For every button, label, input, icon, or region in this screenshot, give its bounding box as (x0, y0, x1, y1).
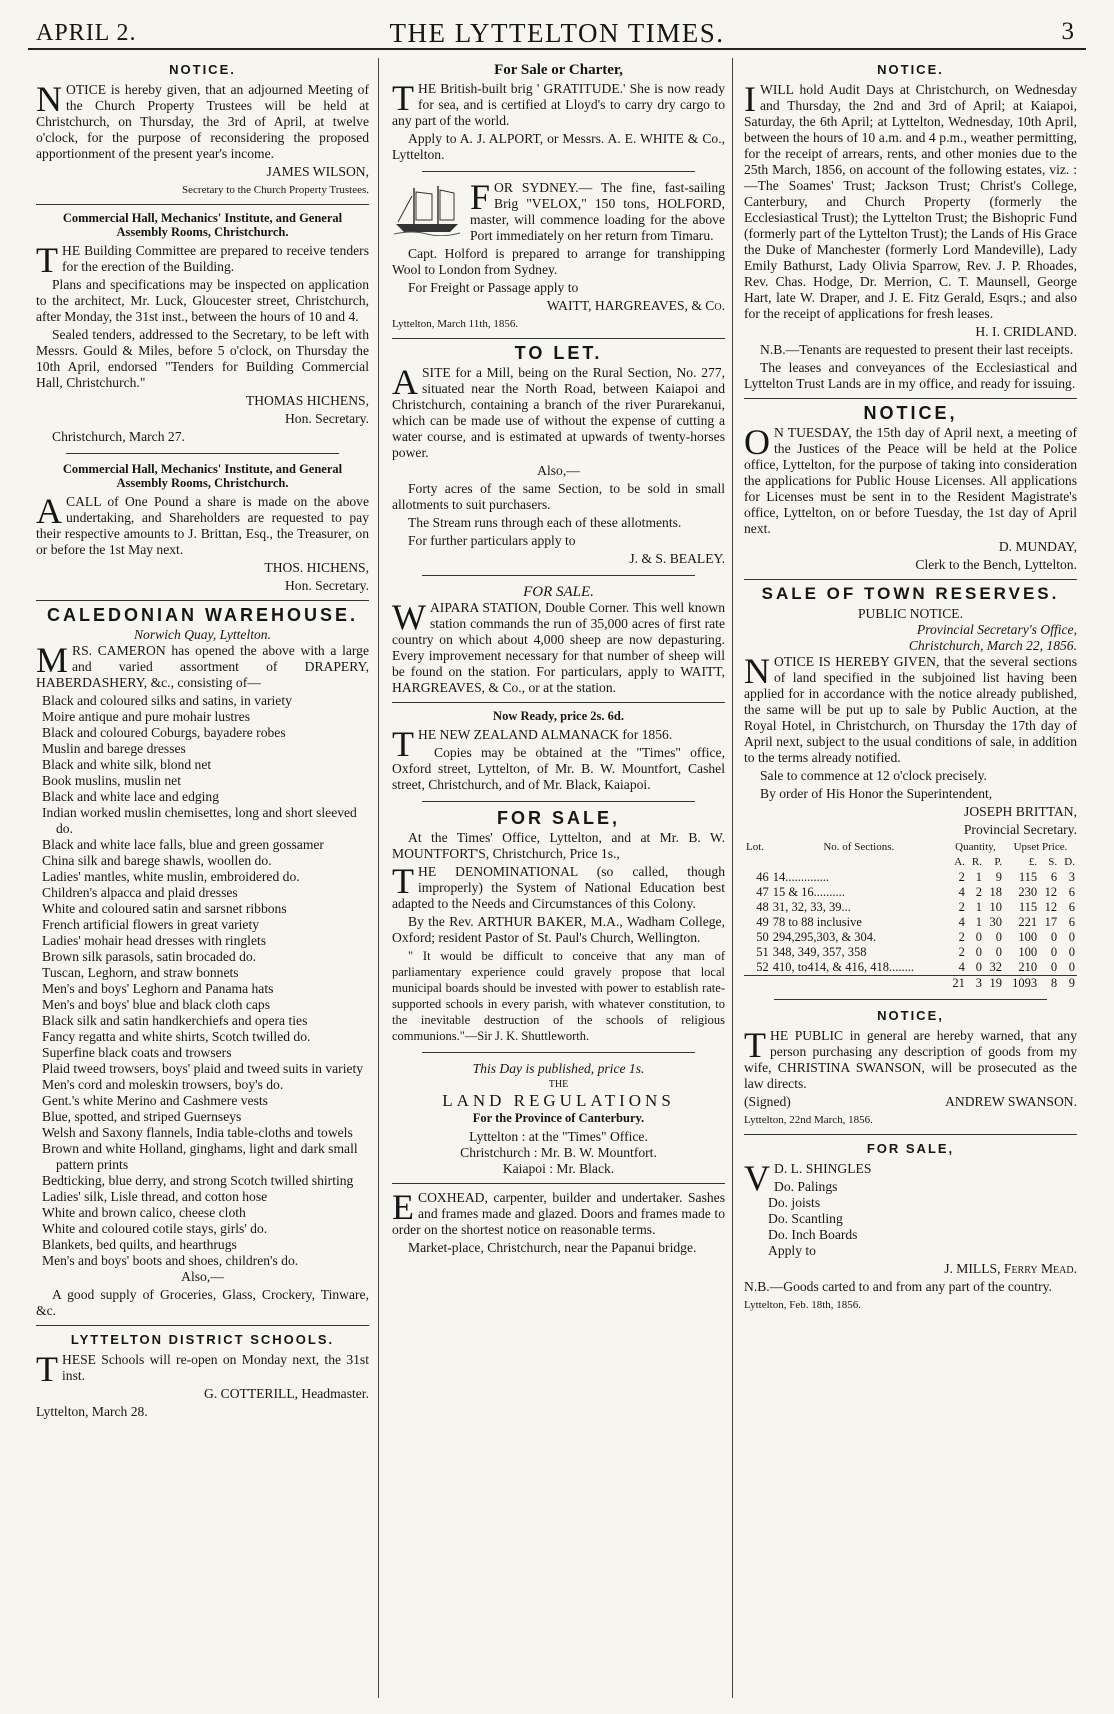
signature: H. I. CRIDLAND. (975, 324, 1077, 339)
lots-table (744, 840, 1077, 991)
list-item: Do. joists (768, 1195, 821, 1210)
signature: THOS. HICHENS, (264, 560, 369, 575)
list-item: Welsh and Saxony flannels, India table-cloths and towels (42, 1125, 353, 1140)
office-line: Provincial Secretary's Office, (916, 622, 1077, 637)
unit-perches: P. (994, 856, 1002, 868)
list-item: Men's and boys' Leghorn and Panama hats (42, 981, 274, 996)
notice-body: HESE Schools will re-open on Monday next, the 31st inst. (62, 1352, 369, 1383)
ad-body: OR SYDNEY.— The fine, fast-sailing Brig "VELOX," 150 tons, HOLFORD, master, will commence loading for the above Port immediately on her return from Timaru. (470, 180, 725, 243)
ad-heading: Now Ready, price 2s. 6d. (493, 709, 624, 723)
notice-paragraph: N.B.—Tenants are requested to present their last receipts. (760, 342, 1074, 357)
list-item: Tuscan, Leghorn, and straw bonnets (42, 965, 239, 980)
signed-label: (Signed) (744, 1094, 791, 1109)
drop-cap: A (392, 362, 418, 402)
total-cell: 3 (967, 976, 984, 992)
notice-date: Christchurch, March 27. (52, 429, 185, 444)
notice-heading: NOTICE. (877, 62, 944, 77)
table-cell: 46 (756, 870, 769, 884)
also-line: Also,— (181, 1269, 224, 1284)
list-item: Children's alpacca and plaid dresses (42, 885, 238, 900)
table-cell: 0 (1068, 930, 1075, 944)
list-item: Black silk and satin handkerchiefs and opera ties (42, 1013, 308, 1028)
ad-line: Christchurch : Mr. B. W. Mountfort. (460, 1145, 657, 1160)
signature: J. & S. BEALEY. (629, 551, 725, 566)
ad-footer: A good supply of Groceries, Glass, Crockery, Tinware, &c. (36, 1287, 369, 1318)
ad-line: Kaiapoi : Mr. Black. (502, 1161, 615, 1176)
drop-cap: T (744, 1025, 766, 1065)
signature-title: Secretary to the Church Property Trustees. (182, 184, 369, 196)
table-cell: 18 (989, 885, 1002, 899)
unit-pence: D. (1064, 856, 1075, 868)
notice-heading: Commercial Hall, Mechanics' Institute, and General Assembly Rooms, Christchurch. (62, 211, 343, 239)
list-item: Men's cord and moleskin trowsers, boy's do. (42, 1077, 284, 1092)
table-cell: 0 (995, 945, 1002, 959)
table-cell: 49 (756, 915, 769, 929)
list-item: Do. Palings (774, 1179, 838, 1194)
divider (36, 1325, 369, 1326)
signature: G. COTTERILL, Headmaster. (204, 1386, 369, 1401)
goods-list (744, 1179, 1077, 1243)
notice-heading: SALE OF TOWN RESERVES. (761, 584, 1060, 603)
table-cell: 6 (1068, 885, 1075, 899)
table-cell: 100 (1018, 930, 1038, 944)
ad-paragraph: Market-place, Christchurch, near the Papanui bridge. (408, 1240, 697, 1255)
ad-paragraph: By the Rev. ARTHUR BAKER, M.A., Wadham College, Oxford; resident Pastor of St. Paul's Church, Wellington. (392, 914, 725, 945)
page-number: 3 (1061, 18, 1074, 45)
table-cell: 51 (756, 945, 769, 959)
table-cell: 0 (975, 945, 982, 959)
drop-cap: T (392, 78, 414, 118)
notice-body: N TUESDAY, the 15th day of April next, a meeting of the Justices of the Peace will be held at the Police office, Lyttelton, for the purpose of taking into consideration the applications for Public House Licenses. All applications for Licenses must be sent in to the Resident Magistrate's office, Lyttelton, on or before Tuesday, the 1st day of April next. (744, 425, 1077, 536)
ad-paragraph: For further particulars apply to (408, 533, 576, 548)
issue-date: APRIL 2. (36, 20, 137, 46)
divider (422, 1052, 695, 1053)
notice-date: Lyttelton, March 28. (36, 1404, 148, 1419)
table-cell: 0 (975, 930, 982, 944)
table-cell: 2 (958, 945, 965, 959)
divider (66, 453, 339, 454)
table-cell: 2 (975, 885, 982, 899)
notice-paragraph: Sale to commence at 12 o'clock precisely. (760, 768, 987, 783)
audit-days-notice (744, 62, 1077, 392)
notice-body: HE PUBLIC in general are hereby warned, that any person purchasing any description of goods from my wife, CHRISTINA SWANSON, will be prosecuted as the law directs. (744, 1028, 1077, 1091)
notice-heading: NOTICE, (863, 403, 958, 423)
header-lot: Lot. (746, 841, 765, 853)
total-cell: 19 (984, 976, 1004, 992)
schools-notice (36, 1332, 369, 1420)
ad-body: HE British-built brig ' GRATITUDE.' She is now ready for sea, and is certified at Lloyd's to carry dry cargo to any part of the world. (392, 81, 725, 128)
list-item: Do. Scantling (768, 1211, 843, 1226)
divider (392, 1183, 725, 1184)
total-cell: 9 (1059, 976, 1077, 992)
coxhead-ad (392, 1187, 725, 1256)
list-item: Men's and boys' blue and black cloth caps (42, 997, 271, 1012)
divider (36, 204, 369, 205)
table-cell: 6 (1068, 900, 1075, 914)
list-item: Ladies' mohair head dresses with ringlets (42, 933, 267, 948)
ad-date: Lyttelton, Feb. 18th, 1856. (744, 1299, 862, 1311)
table-cell: 9 (995, 870, 1002, 884)
signature-title: Hon. Secretary. (284, 578, 369, 593)
goods-list (36, 693, 369, 1269)
table-cell: 0 (1050, 930, 1058, 944)
total-cell: 1093 (1004, 976, 1039, 992)
ad-heading: This Day is published, price 1s. (472, 1061, 645, 1076)
column-1 (36, 60, 369, 1422)
list-item: Black and white lace and edging (42, 789, 220, 804)
table-subheader (744, 855, 1077, 870)
ad-body: COXHEAD, carpenter, builder and undertaker. Sashes and frames made and glazed. Doors and frames made to order on the shortest notice on reasonable terms. (392, 1190, 725, 1237)
drop-cap: W (392, 597, 426, 637)
table-cell: 2 (958, 870, 965, 884)
also-line: Also,— (537, 463, 580, 478)
ad-heading: FOR SALE, (496, 808, 620, 828)
list-item: Black and coloured Coburgs, bayadere robes (42, 725, 286, 740)
drop-cap: T (36, 240, 58, 280)
drop-cap: I (744, 79, 756, 119)
ad-quote: " It would be difficult to conceive that any man of parliamentary experience could gravely propose that local municipal boards should be invested with power to establish rate-supported schools in every parish, with whatever constitution, to the inevitable destruction of the schools of religious communions."—Sir J. K. Shuttleworth. (392, 949, 725, 1043)
table-cell: 12 (1044, 885, 1058, 899)
table-row (744, 945, 1077, 960)
notice-paragraph: Sealed tenders, addressed to the Secretary, to be left with Messrs. Gould & Miles, before 5 o'clock, on Thursday the 10th April, endorsed "Tenders for Building Commercial Hall, Christchurch." (36, 327, 369, 390)
table-cell: 0 (1068, 960, 1075, 974)
land-regulations-ad (392, 1061, 725, 1177)
masthead (28, 14, 1086, 50)
table-cell: 2 (958, 900, 965, 914)
divider (774, 999, 1047, 1000)
table-row (744, 960, 1077, 976)
column-rule (378, 58, 379, 1698)
town-reserves-notice (744, 586, 1077, 991)
list-item: China silk and barege shawls, woollen do. (42, 853, 272, 868)
drop-cap: E (392, 1187, 414, 1227)
table-cell: 10 (989, 900, 1002, 914)
list-item: Gent.'s white Merino and Cashmere vests (42, 1093, 268, 1108)
table-cell: 1 (975, 915, 982, 929)
ad-body: SITE for a Mill, being on the Rural Section, No. 277, situated near the North Road, between Kaiapoi and Christchurch, containing a branch of the river Purarekanui, which can be made use of without the expense of cutting a water course, and is estimated at upwards of twenty-horses power. (392, 365, 725, 460)
ad-subheading: For the Province of Canterbury. (472, 1111, 645, 1125)
notice-date: Lyttelton, 22nd March, 1856. (744, 1114, 873, 1126)
notice-paragraph: By order of His Honor the Superintendent, (760, 786, 993, 801)
column-2 (392, 60, 725, 1258)
table-cell: 230 (1018, 885, 1038, 899)
table-cell: 47 (756, 885, 769, 899)
list-item: Book muslins, muslin net (42, 773, 181, 788)
apply-line: Apply to (768, 1243, 816, 1258)
ad-paragraph: Forty acres of the same Section, to be sold in small allotments to suit purchasers. (392, 481, 725, 512)
table-header (744, 840, 1077, 855)
unit-roods: R. (971, 856, 982, 868)
ad-heading: TO LET. (514, 343, 603, 363)
signature-title: Clerk to the Bench, Lyttelton. (915, 557, 1077, 572)
waipara-station-ad (392, 584, 725, 696)
notice-body: OTICE is hereby given, that an adjourned Meeting of the Church Property Trustees will be held at Christchurch, on Thursday, the 3rd of April, at twelve o'clock, for the purpose of reconsidering the proposed apportionment of the present year's income. (36, 82, 369, 161)
table-cell: 50 (756, 930, 769, 944)
drop-cap: A (36, 491, 62, 531)
unit-shillings: S. (1048, 856, 1058, 868)
ad-paragraph: Copies may be obtained at the "Times" office, Oxford street, Lyttelton, of Mr. B. W. Mountfort, Cashel street, Christchurch, and of Mr. Black, Kaiapoi. (392, 745, 725, 792)
the-line: THE (548, 1079, 569, 1090)
signature: J. MILLS, Ferry Mead. (944, 1261, 1077, 1276)
table-cell: 6 (1050, 870, 1058, 884)
table-cell: 294,295,303, & 304. (772, 930, 877, 944)
ad-heading: FOR SALE. (523, 584, 594, 600)
notice-heading: Commercial Hall, Mechanics' Institute, and General Assembly Rooms, Christchurch. (62, 462, 343, 490)
table-row (744, 915, 1077, 930)
ad-heading: For Sale or Charter, (494, 62, 623, 78)
column-rule (732, 58, 733, 1698)
list-item: Brown and white Holland, ginghams, light and dark small pattern prints (42, 1141, 358, 1172)
ad-paragraph: Capt. Holford is prepared to arrange for transhipping Wool to London from Sydney. (392, 246, 725, 277)
list-item: Blankets, bed quilts, and hearthrugs (42, 1237, 237, 1252)
ad-title: LAND REGULATIONS (442, 1091, 675, 1110)
ad-paragraph: Apply to A. J. ALPORT, or Messrs. A. E. WHITE & Co., Lyttelton. (392, 131, 725, 162)
list-item: Bedticking, blue derry, and strong Scotch twilled shirting (42, 1173, 354, 1188)
newspaper-title: THE LYTTELTON TIMES. (389, 18, 725, 48)
list-item: Blue, spotted, and striped Guernseys (42, 1109, 242, 1124)
church-trustees-notice (36, 62, 369, 198)
column-3 (744, 60, 1077, 1315)
table-cell: 100 (1018, 945, 1038, 959)
caledonian-warehouse-ad (36, 607, 369, 1319)
divider (422, 801, 695, 802)
table-cell: 1 (975, 900, 982, 914)
drop-cap: T (392, 724, 414, 764)
notice-paragraph: Plans and specifications may be inspected on application to the architect, Mr. Luck, Gloucester street, Christchurch, after Monday, the 31st inst., between the hours of 10 and 4. (36, 277, 369, 324)
list-item: Muslin and barege dresses (42, 741, 186, 756)
table-cell: 48 (756, 900, 769, 914)
list-item: Ladies' mantles, white muslin, embroidered do. (42, 869, 300, 884)
notice-body: OTICE IS HEREBY GIVEN, that the several sections of land specified in the subjoined list having been applied for in accordance with the notice already published, the same will be put up to sale by Public Auction, at the Royal Hotel, in Christchurch, on Thursday the 17th day of April next, subject to the usual conditions of sale, in addition to the terms already notified. (744, 654, 1077, 765)
list-item: French artificial flowers in great variety (42, 917, 260, 932)
list-item: Plaid tweed trowsers, boys' plaid and tweed suits in variety (42, 1061, 364, 1076)
list-item: Ladies' silk, Lisle thread, and cotton hose (42, 1189, 268, 1204)
list-item: Indian worked muslin chemisettes, long and short sleeved do. (42, 805, 357, 836)
table-cell: 4 (958, 960, 965, 974)
signature: ANDREW SWANSON. (945, 1094, 1077, 1109)
signature: JAMES WILSON, (266, 164, 369, 179)
list-item: Moire antique and pure mohair lustres (42, 709, 251, 724)
list-item: Do. Inch Boards (768, 1227, 858, 1242)
signature: THOMAS HICHENS, (245, 393, 369, 408)
table-cell: 410, to414, & 416, 418........ (772, 960, 915, 974)
ad-heading: CALEDONIAN WAREHOUSE. (46, 605, 358, 625)
signature-title: Provincial Secretary. (963, 822, 1077, 837)
list-item: White and coloured satin and sarsnet ribbons (42, 901, 287, 916)
ad-date: Lyttelton, March 11th, 1856. (392, 318, 519, 330)
notice-subheading: PUBLIC NOTICE. (858, 606, 963, 621)
table-totals (744, 976, 1077, 992)
ad-line: D. L. SHINGLES (774, 1161, 872, 1176)
divider (36, 600, 369, 601)
ad-body: HE NEW ZEALAND ALMANACK for 1856. (418, 727, 673, 742)
table-cell: 52 (756, 960, 769, 974)
swanson-notice (744, 1008, 1077, 1128)
table-cell: 115 (1018, 900, 1038, 914)
header-price: Upset Price. (1013, 841, 1068, 853)
unit-acres: A. (954, 856, 965, 868)
total-cell: 21 (947, 976, 967, 992)
ad-subheading: Norwich Quay, Lyttelton. (133, 627, 272, 642)
sydney-ship-ad (392, 177, 725, 332)
table-cell: 0 (1050, 960, 1058, 974)
drop-cap: N (744, 651, 770, 691)
table-cell: 6 (1068, 915, 1075, 929)
to-let-ad (392, 345, 725, 567)
drop-cap: M (36, 640, 69, 680)
notice-body: WILL hold Audit Days at Christchurch, on Wednesday and Thursday, the 2nd and 3rd of April; at Kaiapoi, Saturday, the 6th April; at Lyttelton, Wednesday, 10th April, between the hours of 10 a.m. and 4 p.m., weather permitting, for the receipt of arrears, rents, and other monies due to the 25th March, 1856, on account of the following estates, viz. :—The Soames' Trust; Jackson Trust; Christ's College, Canterbury, and Church Property (formerly the Ecclesiastical Trust); the Lyttelton Trust; the Bishopric Fund (formerly part of the Lyttelton Trust); the Lands of His Grace the Duke of Manchester (formerly Lord Mandeville), Lady Emily Bathurst, Lady Olivia Sparrow, Rev. J. P. Rhoades, Rev. Chas. Hodge, Dr. Merrion, C. T. Maunsell, George Hart, late W. Draper, and J. E. Fitz Gerald, Esqrs.; and also for the receipt of applications for fresh leases. (744, 82, 1077, 321)
table-row (744, 930, 1077, 945)
table-cell: 15 & 16.......... (772, 885, 845, 899)
list-item: White and brown calico, cheese cloth (42, 1205, 246, 1220)
table-cell: 14.............. (772, 870, 829, 884)
signature: WAITT, HARGREAVES, & Co. (546, 298, 725, 313)
ad-line: Lyttelton : at the "Times" Office. (469, 1129, 648, 1144)
list-item: Black and white lace falls, blue and green gossamer (42, 837, 324, 852)
table-cell: 17 (1044, 915, 1058, 929)
table-cell: 0 (975, 960, 982, 974)
list-item: Black and coloured silks and satins, in variety (42, 693, 292, 708)
notice-heading: NOTICE. (169, 62, 236, 77)
ad-paragraph: For Freight or Passage apply to (408, 280, 579, 295)
table-cell: 210 (1018, 960, 1038, 974)
table-cell: 0 (995, 930, 1002, 944)
list-item: Fancy regatta and white shirts, Scotch twilled do. (42, 1029, 311, 1044)
divider (744, 398, 1077, 399)
signature-title: Hon. Secretary. (284, 411, 369, 426)
divider (744, 579, 1077, 580)
table-cell: 3 (1068, 870, 1075, 884)
drop-cap: T (392, 861, 414, 901)
table-row (744, 900, 1077, 915)
notice-date: Christchurch, March 22, 1856. (908, 638, 1077, 653)
licenses-notice (744, 405, 1077, 573)
signature: JOSEPH BRITTAN, (964, 804, 1077, 819)
table-cell: 4 (958, 915, 965, 929)
table-cell: 1 (975, 870, 982, 884)
drop-cap: O (744, 422, 770, 462)
drop-cap: T (36, 1349, 58, 1389)
table-cell: 32 (989, 960, 1002, 974)
header-sections: No. of Sections. (823, 841, 895, 853)
drop-cap: V (744, 1158, 770, 1198)
table-cell: 221 (1018, 915, 1038, 929)
ad-body: RS. CAMERON has opened the above with a large and varied assortment of DRAPERY, HABERDASHERY, &c., consisting of— (36, 643, 369, 690)
charter-ad (392, 62, 725, 163)
list-item: White and coloured cotile stays, girls' do. (42, 1221, 268, 1236)
list-item: Men's and boys' boots and shoes, children's do. (42, 1253, 299, 1268)
list-item: Brown silk parasols, satin brocaded do. (42, 949, 257, 964)
almanack-ad (392, 709, 725, 793)
notice-heading: LYTTELTON DISTRICT SCHOOLS. (70, 1332, 335, 1347)
divider (422, 575, 695, 576)
drop-cap: N (36, 79, 62, 119)
table-cell: 30 (989, 915, 1002, 929)
table-cell: 31, 32, 33, 39... (772, 900, 851, 914)
ad-body: AIPARA STATION, Double Corner. This well known station commands the run of 35,000 acres of first rate country on which about 4,000 sheep are now depasturing. Every improvement necessary for that number of sheep will be found on the station. For particulars, apply to WAITT, HARGREAVES, & Co., or at the station. (392, 600, 725, 695)
header-quantity: Quantity, (955, 841, 996, 853)
drop-cap: F (470, 177, 491, 217)
divider (422, 171, 695, 172)
share-call-notice (36, 462, 369, 594)
notice-body: HE Building Committee are prepared to receive tenders for the erection of the Building. (62, 243, 369, 274)
table-cell: 0 (1068, 945, 1075, 959)
table-cell: 12 (1044, 900, 1058, 914)
table-cell: 2 (958, 930, 965, 944)
divider (744, 1134, 1077, 1135)
unit-pounds: £. (1028, 856, 1038, 868)
signature: D. MUNDAY, (998, 539, 1077, 554)
table-row (744, 870, 1077, 885)
denominational-ad (392, 810, 725, 1044)
divider (392, 702, 725, 703)
building-tender-notice (36, 211, 369, 445)
divider (392, 338, 725, 339)
table-cell: 4 (958, 885, 965, 899)
ad-body: HE DENOMINATIONAL (so called, though improperly) the System of National Education best adapted to the Needs and Circumstances of this Colony. (392, 864, 725, 911)
list-item: Superfine black coats and trowsers (42, 1045, 232, 1060)
notice-paragraph: The leases and conveyances of the Ecclesiastical and Lyttelton Trust Lands are in my office, and ready for issuing. (744, 360, 1077, 391)
table-row (744, 885, 1077, 900)
ad-paragraph: N.B.—Goods carted to and from any part of the country. (744, 1279, 1052, 1294)
table-cell: 348, 349, 357, 358 (772, 945, 867, 959)
table-cell: 0 (1050, 945, 1058, 959)
total-cell: 8 (1039, 976, 1059, 992)
table-cell: 115 (1018, 870, 1038, 884)
ad-paragraph: The Stream runs through each of these allotments. (408, 515, 682, 530)
ship-icon (392, 182, 462, 236)
list-item: Black and white silk, blond net (42, 757, 212, 772)
notice-body: CALL of One Pound a share is made on the above undertaking, and Shareholders are requested to pay their respective amounts to J. Brittan, Esq., the Treasurer, on or before the 1st May next. (36, 494, 369, 557)
ad-heading: FOR SALE, (866, 1141, 955, 1156)
shingles-ad (744, 1141, 1077, 1313)
notice-heading: NOTICE, (877, 1008, 944, 1023)
ad-paragraph: At the Times' Office, Lyttelton, and at Mr. B. W. MOUNTFORT'S, Christchurch, Price 1s., (392, 830, 725, 861)
table-cell: 78 to 88 inclusive (772, 915, 862, 929)
